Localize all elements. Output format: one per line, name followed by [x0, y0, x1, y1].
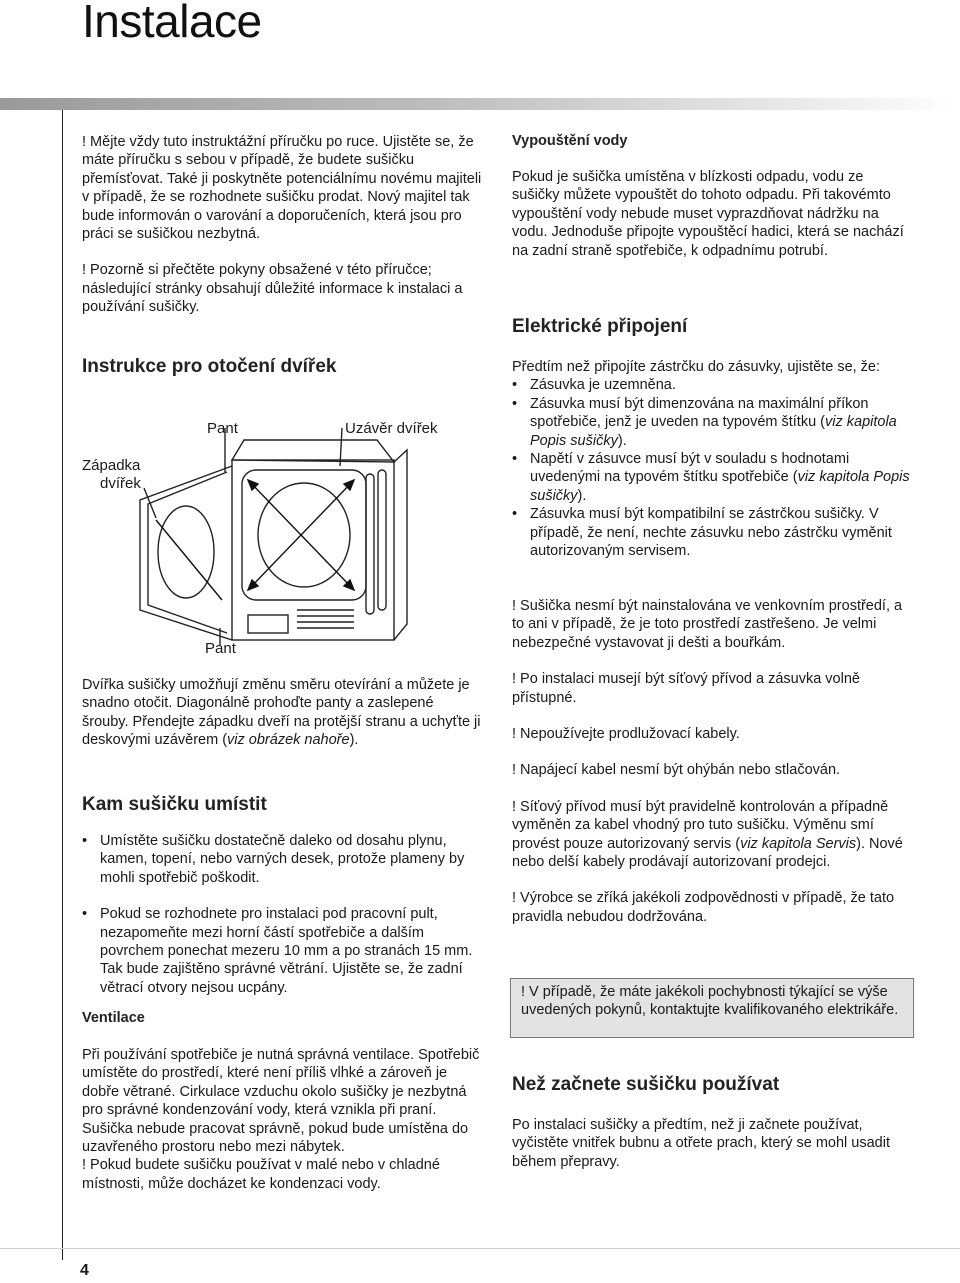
- placement-bullet-1: • Umístěte sušičku dostatečně daleko od dosahu plynu, kamen, topení, nebo varných desek, protože plameny by mohli spotřebič poškodit.: [82, 832, 482, 887]
- ventilation-heading: Ventilace: [82, 1010, 145, 1026]
- door-text-2: ).: [349, 732, 359, 749]
- drain-text: Pokud je sušička umístěna v blízkosti odpadu, vodu ze sušičky můžete vypouštět do tohoto odpadu. Při takovémto vypouštění vody nebude muset vyprazdňovat nádržku na vodu. Jednoduše připojte vypouštěcí hadici, která se nachází na zadní straně spotřebiče, k odpadnímu potrubí.: [512, 169, 904, 259]
- electrician-notice-box: ! V případě, že máte jakékoli pochybnosti týkající se výše uvedených pokynů, kontaktujte kvalifikovaného elektrikáře.: [510, 978, 914, 1038]
- first-use-heading: Než začnete sušičku používat: [512, 1074, 780, 1095]
- swap-arrow-3: [156, 520, 222, 600]
- door-reversal-diagram: [82, 400, 412, 658]
- placement-list: [82, 832, 482, 997]
- label-hinge-top: Pant: [207, 420, 238, 437]
- placement-bullet-2: • Pokud se rozhodnete pro instalaci pod pracovní pult, nezapomeňte mezi horní částí spotřebiče a dalším povrchem ponechat mezeru 10 mm a po stranách 15 mm. Tak bude zajištěno správné větrání. Ujistěte se, že zadní větrací otvory nejsou ucpány.: [82, 905, 482, 997]
- label-latch-line-2: dvířek: [100, 475, 141, 492]
- warning-cable-check-reference: viz kapitola Servis: [740, 835, 857, 852]
- ventilation-section: [82, 1046, 482, 1193]
- door-heading: Instrukce pro otočení dvířek: [82, 356, 337, 377]
- page-title: Instalace: [82, 0, 262, 47]
- door-text-1: Dvířka sušičky umožňují změnu směru otevírání a můžete je snadno otočit. Diagonálně prohoďte panty a zaslepené šrouby. Přendejte západku dveří na protější stranu a uchyťte ji deskovými uzávěrem (: [82, 677, 481, 749]
- door-text-reference: viz obrázek nahoře: [227, 732, 350, 749]
- electric-bullet-3-text: Napětí v zásuvce musí být v souladu s hodnotami uvedenými na typovém štítku spotřebiče (: [530, 451, 850, 486]
- door-instructions: [82, 676, 482, 750]
- margin-rule: [62, 110, 63, 1260]
- open-door: [140, 466, 232, 640]
- warning-accessible: ! Po instalaci musejí být síťový přívod a zásuvka volně přístupné.: [512, 671, 860, 706]
- dryer-front: [232, 460, 394, 640]
- electric-bullet-2-reference: viz kapitola Popis sušičky: [530, 414, 897, 449]
- intro-paragraph-2: ! Pozorně si přečtěte pokyny obsažené v této příručce; následující stránky obsahují důležité informace k instalaci a používání sušičky.: [82, 262, 463, 316]
- warning-liability: ! Výrobce se zříká jakékoli zodpovědnosti v případě, že tato pravidla nebudou dodržována.: [512, 890, 895, 925]
- warning-cable-check: [512, 798, 912, 872]
- placement-heading: Kam sušičku umístit: [82, 794, 267, 815]
- electric-requirements: [512, 358, 912, 560]
- warning-outdoor: ! Sušička nesmí být nainstalována ve venkovním prostředí, a to ani v případě, že je toto prostředí zastřešeno. Je velmi nebezpečné vystavovat ji dešti a bouřkám.: [512, 598, 903, 651]
- electric-bullet-3-end: ).: [577, 487, 587, 504]
- label-door-lock: Uzávěr dvířek: [345, 420, 438, 437]
- dryer-top: [232, 440, 394, 462]
- warning-cable-bend: ! Napájecí kabel nesmí být ohýbán nebo stlačován.: [512, 762, 841, 779]
- ventilation-paragraph-2: ! Pokud budete sušičku používat v malé nebo v chladné místnosti, může docházet ke kondenzaci vody.: [82, 1157, 440, 1192]
- page-number: 4: [80, 1262, 89, 1279]
- label-hinge-bottom: Pant: [205, 640, 236, 657]
- electric-bullet-1: • Zásuvka je uzemněna.: [512, 376, 912, 394]
- drain-heading: Vypouštění vody: [512, 133, 628, 149]
- warning-cable-check-text: ! Síťový přívod musí být pravidelně kontrolován a případně vyměněn za kabel vhodný pro tuto sušičku. Výměnu smí provést pouze autorizovaný servis (: [512, 798, 889, 852]
- label-latch-line-1: Západka: [82, 457, 141, 474]
- dryer-side: [394, 450, 407, 640]
- intro-paragraph-1: ! Mějte vždy tuto instruktážní příručku po ruce. Ujistěte se, že máte příručku s sebou v případě, že budete sušičku přemísťovat. Také ji poskytněte potenciálnímu novému majiteli v případě, že se rozhodnete sušičku prodat. Nový majitel tak bude informován o varování a doporučeních, která jsou pro práci se sušičkou nezbytná.: [82, 134, 482, 243]
- electric-warnings: [512, 597, 912, 941]
- electric-bullet-2-end: ).: [617, 432, 627, 449]
- footer-rule: [0, 1248, 960, 1249]
- electric-heading: Elektrické připojení: [512, 316, 688, 337]
- first-use-text: Po instalaci sušičky a předtím, než ji začnete používat, vyčistěte vnitřek bubnu a otřete prach, který se mohl usadit během přepravy.: [512, 1117, 890, 1170]
- electric-bullet-2-text: Zásuvka musí být dimenzována na maximální příkon spotřebiče, jenž je uveden na typovém štítku (: [530, 395, 869, 431]
- warning-cable-check-end: ). Nové nebo delší kabely prodávají autorizovaní prodejci.: [512, 835, 903, 871]
- electric-bullet-2: [512, 395, 912, 450]
- intro-section: [82, 133, 482, 317]
- electric-bullet-4: • Zásuvka musí být kompatibilní se zástrčkou sušičky. V případě, že není, nechte zásuvku nebo zástrčku vyměnit autorizovaným servisem.: [512, 505, 912, 560]
- header-gradient-rule: [0, 98, 960, 110]
- electric-bullet-3: [512, 450, 912, 505]
- ventilation-paragraph-1: Při používání spotřebiče je nutná správná ventilace. Spotřebič umístěte do prostředí, které není příliš vlhké a zároveň je dobře větrané. Cirkulace vzduchu okolo sušičky je nezbytná pro správné kondenzování vody, která vznikla při praní. Sušička nebude pracovat správně, pokud bude umístěna do uzavřeného prostoru nebo mezi nábytek.: [82, 1047, 480, 1156]
- warning-extension: ! Nepoužívejte prodlužovací kabely.: [512, 726, 740, 743]
- electric-bullet-3-reference: viz kapitola Popis sušičky: [530, 469, 910, 504]
- electric-intro: Předtím než připojíte zástrčku do zásuvky, ujistěte se, že:: [512, 359, 881, 375]
